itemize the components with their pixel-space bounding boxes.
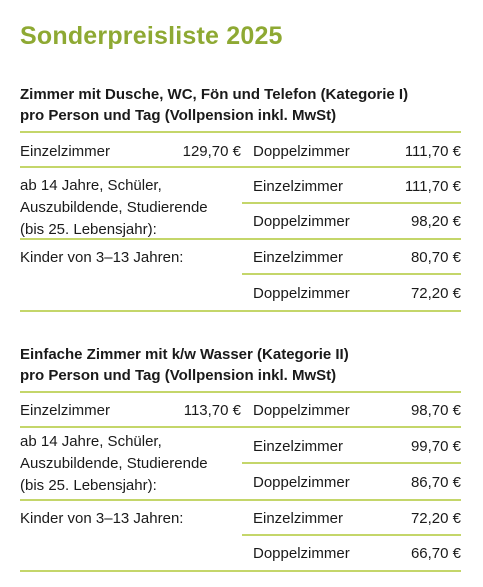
kids-double-price: 72,20 €: [410, 285, 461, 302]
divider: [20, 131, 461, 133]
kids-double-label: Doppelzimmer: [253, 545, 350, 562]
divider: [20, 238, 461, 240]
kids-label: Kinder von 3–13 Jahren:: [20, 249, 184, 266]
youth-label: ab 14 Jahre, Schüler,: [20, 177, 162, 194]
divider: [242, 534, 461, 536]
youth-label: ab 14 Jahre, Schüler,: [20, 433, 162, 450]
section-heading: Zimmer mit Dusche, WC, Fön und Telefon (Kategorie I): [20, 86, 409, 103]
youth-label: (bis 25. Lebensjahr):: [20, 221, 157, 238]
divider: [20, 391, 461, 393]
youth-double-label: Doppelzimmer: [253, 213, 350, 230]
price-section-category-2: [20, 344, 461, 576]
divider: [242, 273, 461, 275]
section-heading: Einfache Zimmer mit k/w Wasser (Kategorie II): [20, 346, 349, 363]
divider: [20, 310, 461, 312]
kids-double-label: Doppelzimmer: [253, 285, 350, 302]
section-subheading: pro Person und Tag (Vollpension inkl. MwSt): [20, 107, 337, 124]
single-room-price: 113,70 €: [183, 402, 241, 419]
single-room-label: Einzelzimmer: [20, 402, 111, 419]
youth-double-price: 98,20 €: [410, 213, 461, 230]
youth-single-price: 111,70 €: [404, 178, 461, 195]
kids-single-label: Einzelzimmer: [253, 510, 344, 527]
youth-label: Auszubildende, Studierende: [20, 199, 208, 216]
divider: [20, 426, 461, 428]
kids-double-price: 66,70 €: [410, 545, 461, 562]
double-room-price: 111,70 €: [404, 143, 461, 160]
kids-single-price: 80,70 €: [410, 249, 461, 266]
divider: [20, 499, 461, 501]
youth-label: (bis 25. Lebensjahr):: [20, 477, 157, 494]
double-room-label: Doppelzimmer: [253, 402, 350, 419]
single-room-price: 129,70 €: [182, 143, 241, 160]
kids-label: Kinder von 3–13 Jahren:: [20, 510, 184, 527]
youth-single-label: Einzelzimmer: [253, 178, 344, 195]
divider: [20, 570, 461, 572]
youth-label: Auszubildende, Studierende: [20, 455, 208, 472]
divider: [242, 462, 461, 464]
section-subheading: pro Person und Tag (Vollpension inkl. MwSt): [20, 367, 337, 384]
youth-double-price: 86,70 €: [410, 474, 461, 491]
youth-single-label: Einzelzimmer: [253, 438, 344, 455]
kids-single-label: Einzelzimmer: [253, 249, 344, 266]
page-title: Sonderpreisliste 2025: [20, 22, 283, 50]
double-room-price: 98,70 €: [410, 402, 461, 419]
price-section-category-1: [20, 84, 461, 314]
single-room-label: Einzelzimmer: [20, 143, 111, 160]
kids-single-price: 72,20 €: [410, 510, 461, 527]
youth-double-label: Doppelzimmer: [253, 474, 350, 491]
double-room-label: Doppelzimmer: [253, 143, 350, 160]
divider: [20, 166, 461, 168]
divider: [242, 202, 461, 204]
youth-single-price: 99,70 €: [410, 438, 461, 455]
